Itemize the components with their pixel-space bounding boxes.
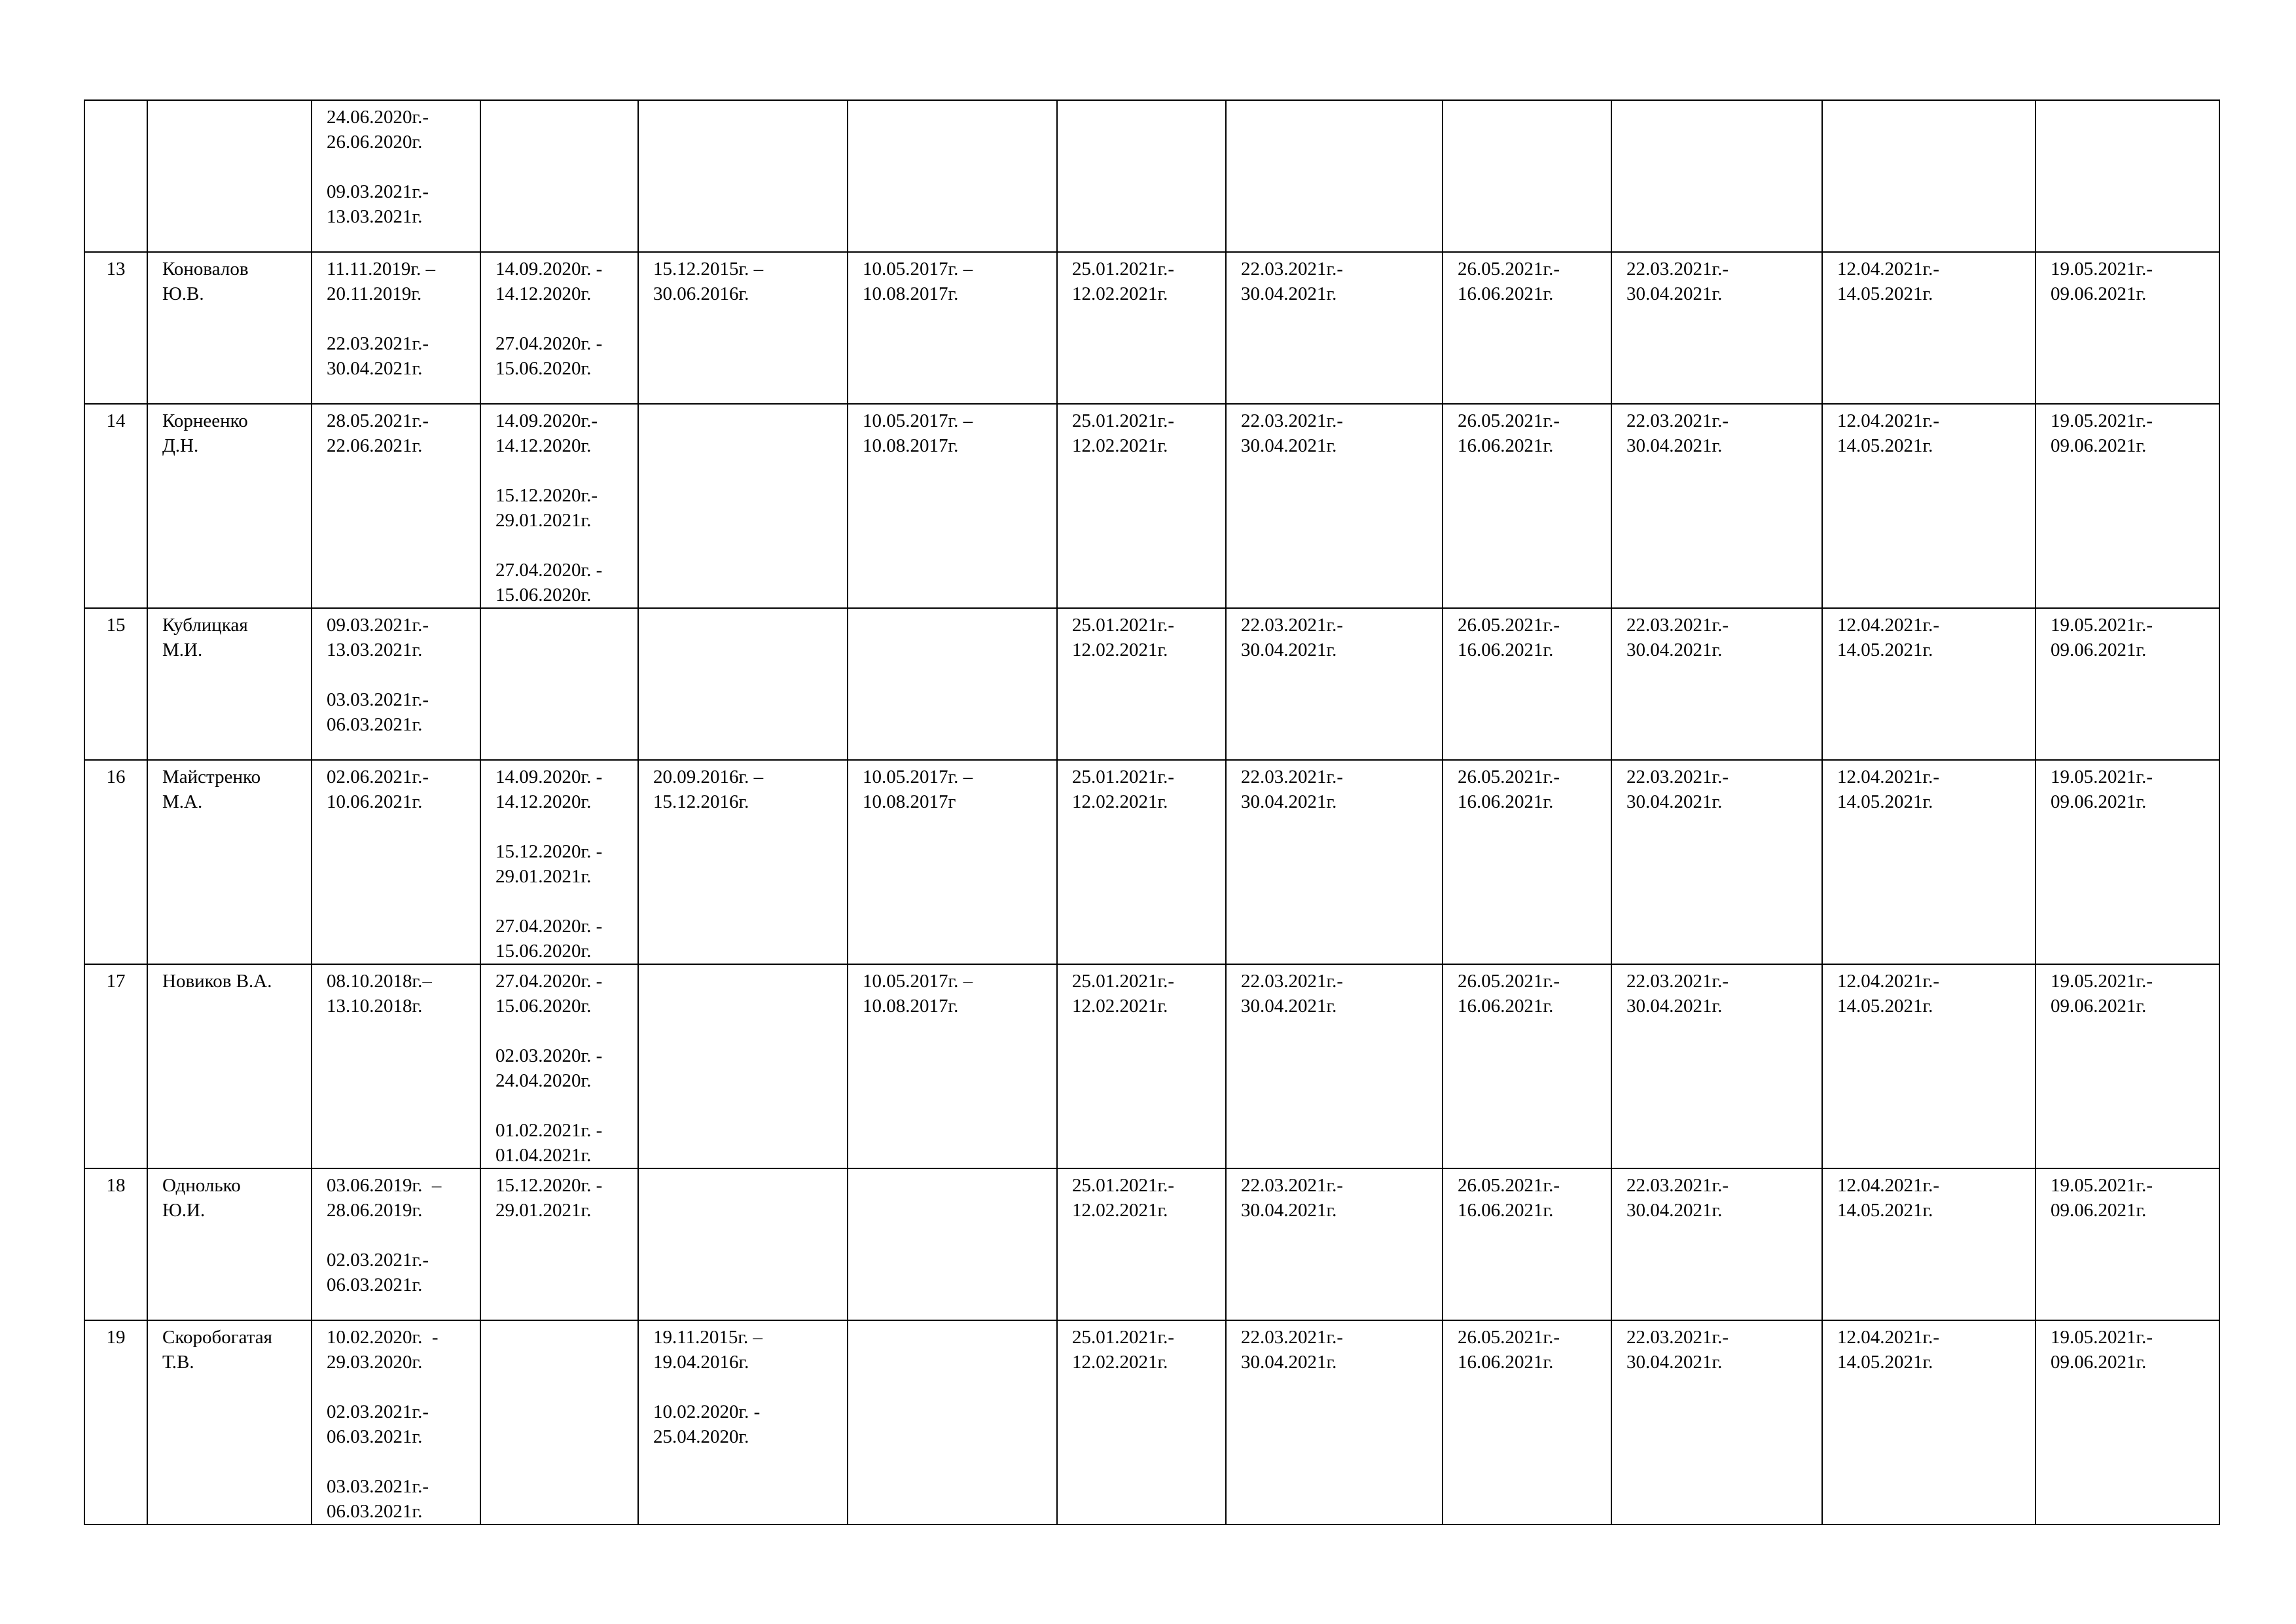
date-range-cell	[1226, 608, 1443, 760]
row-number-cell: 14	[84, 404, 147, 608]
date-range-cell	[480, 1168, 638, 1320]
date-range-text: 22.03.2021г.- 30.04.2021г.	[1626, 971, 1729, 1017]
date-range-text: 14.09.2020г. - 14.12.2020г. 27.04.2020г. - 15.06.2020г.	[495, 259, 603, 379]
date-range-text: 15.12.2020г. - 29.01.2021г.	[495, 1175, 603, 1221]
date-range-cell	[480, 608, 638, 760]
date-range-text: 25.01.2021г.- 12.02.2021г.	[1072, 1327, 1175, 1373]
row-number-cell: 19	[84, 1320, 147, 1525]
date-range-text: 26.05.2021г.- 16.06.2021г.	[1458, 971, 1560, 1017]
date-range-text: 09.03.2021г.- 13.03.2021г. 03.03.2021г.- 06.03.2021г.	[327, 615, 429, 735]
date-range-text: 10.02.2020г. - 29.03.2020г. 02.03.2021г.- 06.03.2021г. 03.03.2021г.- 06.03.2021г.	[327, 1327, 439, 1522]
date-range-cell	[1443, 404, 1611, 608]
date-range-text: 22.03.2021г.- 30.04.2021г.	[1626, 615, 1729, 660]
date-range-text: 26.05.2021г.- 16.06.2021г.	[1458, 615, 1560, 660]
employee-name-cell	[147, 100, 312, 252]
date-range-cell	[1057, 608, 1226, 760]
date-range-cell	[1226, 1168, 1443, 1320]
employee-name: Коновалов Ю.В.	[162, 259, 249, 304]
date-range-cell	[638, 252, 848, 404]
date-range-cell	[1611, 404, 1822, 608]
date-range-cell	[1611, 1168, 1822, 1320]
employee-name: Майстренко М.А.	[162, 767, 261, 812]
date-range-cell	[1443, 252, 1611, 404]
date-range-cell	[848, 404, 1057, 608]
date-range-text: 12.04.2021г.- 14.05.2021г.	[1837, 971, 1940, 1017]
date-range-text: 25.01.2021г.- 12.02.2021г.	[1072, 767, 1175, 812]
row-number-cell	[84, 100, 147, 252]
date-range-cell	[1443, 1320, 1611, 1525]
date-range-text: 15.12.2015г. – 30.06.2016г.	[653, 259, 764, 304]
table-body	[84, 100, 2219, 1525]
date-range-cell	[1057, 760, 1226, 964]
date-range-cell	[1226, 404, 1443, 608]
date-range-text: 22.03.2021г.- 30.04.2021г.	[1241, 1327, 1344, 1373]
row-number-cell: 18	[84, 1168, 147, 1320]
date-range-text: 26.05.2021г.- 16.06.2021г.	[1458, 1327, 1560, 1373]
date-range-cell	[1057, 1320, 1226, 1525]
table-row	[84, 1168, 2219, 1320]
date-range-text: 22.03.2021г.- 30.04.2021г.	[1626, 1175, 1729, 1221]
date-range-cell	[1057, 100, 1226, 252]
date-range-cell	[2036, 1320, 2219, 1525]
date-range-text: 08.10.2018г.– 13.10.2018г.	[327, 971, 432, 1017]
date-range-cell	[312, 760, 480, 964]
date-range-cell	[2036, 608, 2219, 760]
date-range-cell	[1822, 252, 2036, 404]
date-range-cell	[480, 252, 638, 404]
date-range-cell	[2036, 964, 2219, 1168]
date-range-text: 25.01.2021г.- 12.02.2021г.	[1072, 1175, 1175, 1221]
date-range-cell	[312, 964, 480, 1168]
date-range-cell	[848, 760, 1057, 964]
date-range-cell	[2036, 404, 2219, 608]
date-range-text: 19.11.2015г. – 19.04.2016г. 10.02.2020г. - 25.04.2020г.	[653, 1327, 763, 1447]
date-range-cell	[312, 1168, 480, 1320]
date-range-text: 12.04.2021г.- 14.05.2021г.	[1837, 767, 1940, 812]
date-range-cell	[1822, 404, 2036, 608]
date-range-cell	[638, 1168, 848, 1320]
table-row	[84, 760, 2219, 964]
date-range-cell	[848, 252, 1057, 404]
date-range-cell	[1611, 964, 1822, 1168]
date-range-text: 22.03.2021г.- 30.04.2021г.	[1241, 615, 1344, 660]
date-range-text: 12.04.2021г.- 14.05.2021г.	[1837, 615, 1940, 660]
date-range-text: 22.03.2021г.- 30.04.2021г.	[1241, 767, 1344, 812]
date-range-text: 26.05.2021г.- 16.06.2021г.	[1458, 1175, 1560, 1221]
employee-name: Новиков В.А.	[162, 971, 272, 992]
date-range-text: 26.05.2021г.- 16.06.2021г.	[1458, 767, 1560, 812]
date-range-text: 22.03.2021г.- 30.04.2021г.	[1626, 259, 1729, 304]
date-range-text: 12.04.2021г.- 14.05.2021г.	[1837, 1175, 1940, 1221]
date-range-cell	[1443, 1168, 1611, 1320]
date-range-cell	[480, 100, 638, 252]
date-range-text: 22.03.2021г.- 30.04.2021г.	[1626, 1327, 1729, 1373]
date-range-cell	[1057, 252, 1226, 404]
date-range-cell	[1443, 760, 1611, 964]
date-range-text: 28.05.2021г.- 22.06.2021г.	[327, 410, 429, 456]
date-range-text: 12.04.2021г.- 14.05.2021г.	[1837, 1327, 1940, 1373]
date-range-cell	[1226, 760, 1443, 964]
date-range-cell	[1443, 608, 1611, 760]
date-range-cell	[1057, 1168, 1226, 1320]
table-row	[84, 964, 2219, 1168]
date-range-text: 19.05.2021г.- 09.06.2021г.	[2051, 1327, 2153, 1373]
date-range-cell	[1611, 1320, 1822, 1525]
date-range-cell	[312, 608, 480, 760]
date-range-text: 27.04.2020г. - 15.06.2020г. 02.03.2020г. - 24.04.2020г. 01.02.2021г. - 01.04.2021г.	[495, 971, 603, 1166]
date-range-text: 25.01.2021г.- 12.02.2021г.	[1072, 259, 1175, 304]
date-range-cell	[1822, 760, 2036, 964]
date-range-text: 14.09.2020г.- 14.12.2020г. 15.12.2020г.- 29.01.2021г. 27.04.2020г. - 15.06.2020г.	[495, 410, 603, 605]
employee-name: Однолько Ю.И.	[162, 1175, 241, 1221]
date-range-text: 14.09.2020г. - 14.12.2020г. 15.12.2020г. - 29.01.2021г. 27.04.2020г. - 15.06.2020г.	[495, 767, 603, 962]
date-range-cell	[480, 760, 638, 964]
date-range-cell	[1611, 252, 1822, 404]
date-range-cell	[638, 100, 848, 252]
date-range-cell	[1226, 252, 1443, 404]
date-range-cell	[1057, 404, 1226, 608]
date-range-text: 19.05.2021г.- 09.06.2021г.	[2051, 1175, 2153, 1221]
date-range-text: 12.04.2021г.- 14.05.2021г.	[1837, 259, 1940, 304]
date-range-cell	[1226, 100, 1443, 252]
date-range-cell	[480, 1320, 638, 1525]
date-range-text: 19.05.2021г.- 09.06.2021г.	[2051, 767, 2153, 812]
date-range-cell	[2036, 252, 2219, 404]
date-range-cell	[848, 100, 1057, 252]
date-range-cell	[638, 1320, 848, 1525]
date-range-text: 12.04.2021г.- 14.05.2021г.	[1837, 410, 1940, 456]
date-range-text: 25.01.2021г.- 12.02.2021г.	[1072, 615, 1175, 660]
date-range-text: 26.05.2021г.- 16.06.2021г.	[1458, 259, 1560, 304]
table-row	[84, 608, 2219, 760]
date-range-cell	[638, 404, 848, 608]
date-range-text: 10.05.2017г. – 10.08.2017г.	[863, 971, 973, 1017]
table-row	[84, 1320, 2219, 1525]
table-row	[84, 100, 2219, 252]
date-range-cell	[1611, 100, 1822, 252]
schedule-table	[84, 99, 2220, 1525]
employee-name-cell	[147, 252, 312, 404]
date-range-text: 22.03.2021г.- 30.04.2021г.	[1626, 410, 1729, 456]
employee-name: Кублицкая М.И.	[162, 615, 248, 660]
date-range-cell	[1822, 964, 2036, 1168]
date-range-text: 25.01.2021г.- 12.02.2021г.	[1072, 410, 1175, 456]
date-range-cell	[480, 964, 638, 1168]
row-number-cell: 15	[84, 608, 147, 760]
date-range-text: 22.03.2021г.- 30.04.2021г.	[1241, 410, 1344, 456]
date-range-cell	[1057, 964, 1226, 1168]
date-range-cell	[1822, 1320, 2036, 1525]
date-range-cell	[2036, 760, 2219, 964]
date-range-text: 22.03.2021г.- 30.04.2021г.	[1241, 1175, 1344, 1221]
date-range-text: 26.05.2021г.- 16.06.2021г.	[1458, 410, 1560, 456]
date-range-text: 11.11.2019г. – 20.11.2019г. 22.03.2021г.- 30.04.2021г.	[327, 259, 435, 379]
date-range-cell	[312, 1320, 480, 1525]
date-range-text: 24.06.2020г.- 26.06.2020г. 09.03.2021г.- 13.03.2021г.	[327, 107, 429, 227]
employee-name-cell	[147, 964, 312, 1168]
employee-name-cell	[147, 608, 312, 760]
date-range-text: 19.05.2021г.- 09.06.2021г.	[2051, 259, 2153, 304]
date-range-cell	[312, 252, 480, 404]
table-row	[84, 252, 2219, 404]
date-range-cell	[638, 760, 848, 964]
date-range-text: 19.05.2021г.- 09.06.2021г.	[2051, 410, 2153, 456]
date-range-cell	[848, 1320, 1057, 1525]
employee-name: Скоробогатая Т.В.	[162, 1327, 272, 1373]
date-range-cell	[1822, 608, 2036, 760]
employee-name-cell	[147, 760, 312, 964]
date-range-cell	[2036, 100, 2219, 252]
date-range-cell	[1822, 100, 2036, 252]
employee-name-cell	[147, 1320, 312, 1525]
date-range-cell	[848, 608, 1057, 760]
date-range-text: 02.06.2021г.- 10.06.2021г.	[327, 767, 429, 812]
date-range-cell	[2036, 1168, 2219, 1320]
row-number-cell: 13	[84, 252, 147, 404]
date-range-cell	[638, 608, 848, 760]
date-range-cell	[480, 404, 638, 608]
date-range-cell	[638, 964, 848, 1168]
date-range-cell	[1611, 608, 1822, 760]
date-range-text: 22.03.2021г.- 30.04.2021г.	[1241, 259, 1344, 304]
date-range-text: 20.09.2016г. – 15.12.2016г.	[653, 767, 764, 812]
table-row	[84, 404, 2219, 608]
date-range-text: 19.05.2021г.- 09.06.2021г.	[2051, 971, 2153, 1017]
date-range-text: 10.05.2017г. – 10.08.2017г.	[863, 259, 973, 304]
employee-name-cell	[147, 1168, 312, 1320]
date-range-cell	[848, 964, 1057, 1168]
date-range-text: 10.05.2017г. – 10.08.2017г	[863, 767, 973, 812]
date-range-cell	[1443, 964, 1611, 1168]
date-range-cell	[1226, 964, 1443, 1168]
date-range-text: 19.05.2021г.- 09.06.2021г.	[2051, 615, 2153, 660]
row-number-cell: 17	[84, 964, 147, 1168]
date-range-text: 03.06.2019г. – 28.06.2019г. 02.03.2021г.- 06.03.2021г.	[327, 1175, 442, 1295]
date-range-cell	[312, 100, 480, 252]
row-number-cell: 16	[84, 760, 147, 964]
date-range-cell	[848, 1168, 1057, 1320]
date-range-text: 22.03.2021г.- 30.04.2021г.	[1241, 971, 1344, 1017]
date-range-cell	[312, 404, 480, 608]
employee-name: Корнеенко Д.Н.	[162, 410, 248, 456]
date-range-text: 22.03.2021г.- 30.04.2021г.	[1626, 767, 1729, 812]
date-range-text: 25.01.2021г.- 12.02.2021г.	[1072, 971, 1175, 1017]
date-range-cell	[1226, 1320, 1443, 1525]
date-range-text: 10.05.2017г. – 10.08.2017г.	[863, 410, 973, 456]
date-range-cell	[1443, 100, 1611, 252]
date-range-cell	[1611, 760, 1822, 964]
document-page	[84, 99, 2219, 1525]
employee-name-cell	[147, 404, 312, 608]
date-range-cell	[1822, 1168, 2036, 1320]
